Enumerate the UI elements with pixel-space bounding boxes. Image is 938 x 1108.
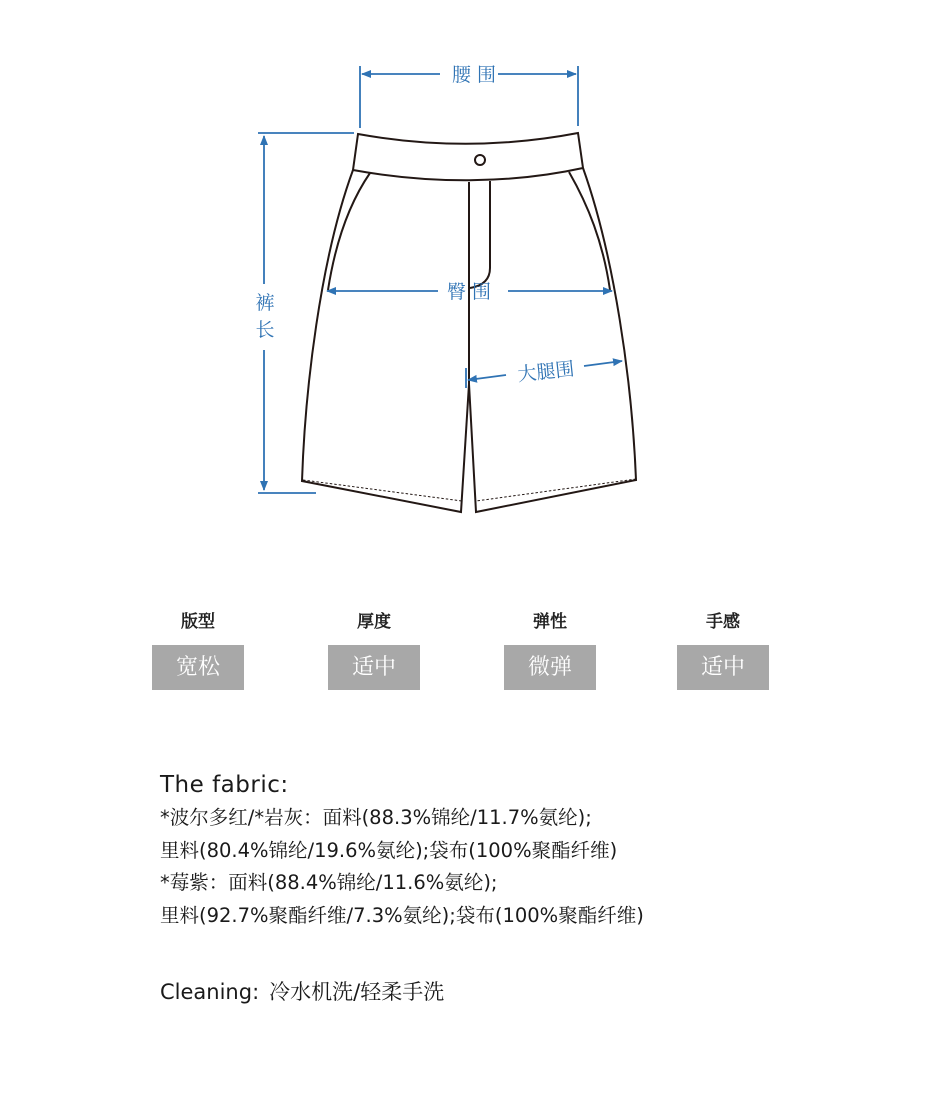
attribute-title-hand-feel: 手感	[706, 612, 740, 632]
cleaning-label: Cleaning:	[160, 980, 260, 1004]
thigh-arrow-left	[468, 375, 506, 380]
attribute-value-thickness: 适中	[328, 645, 420, 690]
attribute-title-thickness: 厚度	[357, 612, 391, 632]
left-leg-outline	[302, 170, 469, 512]
fabric-line: *莓紫：面料(88.4%锦纶/11.6%氨纶);	[160, 871, 498, 894]
fabric-line: 里料(80.4%锦纶/19.6%氨纶);袋布(100%聚酯纤维)	[160, 838, 618, 862]
length-label-bottom: 长	[255, 319, 275, 341]
thigh-arrow-right	[584, 361, 622, 366]
attribute-value-hand-feel: 适中	[677, 645, 769, 690]
shorts-outline	[302, 133, 636, 512]
fabric-section	[160, 772, 644, 932]
attribute-title-elasticity: 弹性	[533, 612, 567, 632]
button	[475, 155, 485, 165]
fabric-line: 里料(92.7%聚酯纤维/7.3%氨纶);袋布(100%聚酯纤维)	[160, 903, 644, 927]
fabric-heading: The fabric:	[160, 772, 289, 798]
fabric-line: *波尔多红/*岩灰：面料(88.3%锦纶/11.7%氨纶);	[160, 806, 592, 829]
right-leg-outline	[469, 168, 636, 512]
cleaning-value: 冷水机洗/轻柔手洗	[269, 980, 445, 1004]
attribute-title-fit: 版型	[181, 612, 215, 632]
thigh-label: 大腿围	[516, 358, 576, 386]
waistband	[353, 133, 583, 180]
hip-label: 臀 围	[446, 281, 492, 303]
cleaning-section	[160, 976, 444, 1006]
length-label-top: 裤	[255, 292, 275, 314]
attribute-value-fit: 宽松	[152, 645, 244, 690]
attribute-value-elasticity: 微弹	[504, 645, 596, 690]
measure-lines	[258, 66, 622, 493]
fly-line	[470, 181, 490, 288]
waist-label: 腰 围	[451, 64, 497, 86]
